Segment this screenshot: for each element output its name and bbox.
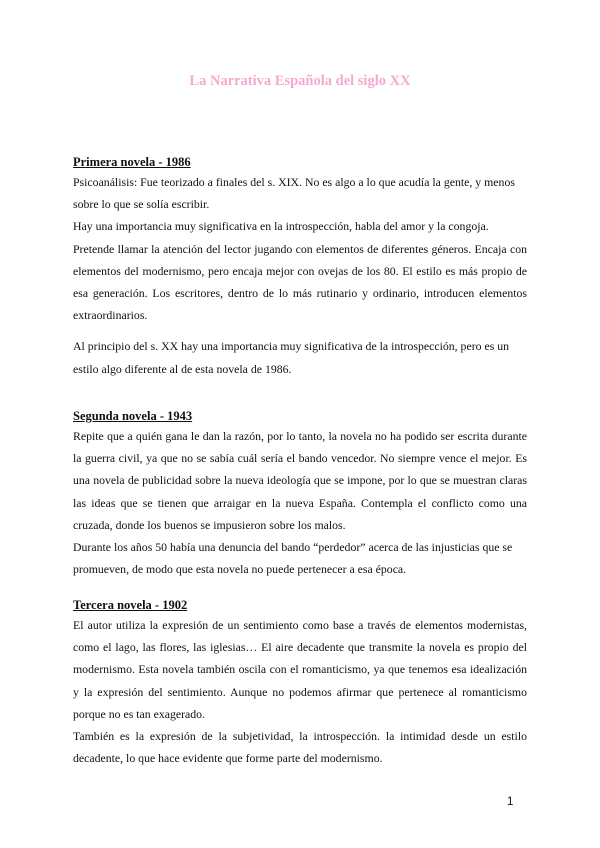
paragraph: El autor utiliza la expresión de un sentimiento como base a través de elementos modernistas, como el lago, las flores, las iglesias… El aire decadente que transmite la novela es propio del modernismo. Esta novela también oscila con el romanticismo, ya que tenemos esa idealización y la expresión del sentimiento. Aunque no podemos afirmar que pertenece al romanticismo porque no es tan exagerado. (73, 618, 527, 721)
section-tercera-novela (73, 596, 527, 769)
page-number: 1 (507, 796, 514, 808)
paragraph: También es la expresión de la subjetividad, la introspección. la intimidad desde un estilo decadente, lo que hace evidente que forme parte del modernismo. (73, 729, 527, 766)
section-heading: Primera novela - 1986 (73, 155, 191, 169)
paragraph: Hay una importancia muy significativa en la introspección, habla del amor y la congoja. (73, 219, 489, 234)
paragraph: Durante los años 50 había una denuncia del bando “perdedor” acerca de las injusticias que se promueven, de modo que esta novela no puede pertenecer a esa época. (73, 540, 513, 577)
paragraph: Al principio del s. XX hay una importancia muy significativa de la introspección, pero es un estilo algo diferente al de esta novela de 1986. (73, 339, 510, 376)
section-primera-novela (73, 153, 527, 380)
paragraph: Pretende llamar la atención del lector jugando con elementos de diferentes géneros. Encaja con elementos del modernismo, pero encaja mejor con ovejas de los 80. El estilo es más propio de esa generación. Los escritores, dentro de lo más rutinario y ordinario, introducen elementos extraordinarios. (73, 241, 527, 323)
document-title: La Narrativa Española del siglo XX (189, 73, 411, 89)
paragraph: Repite que a quién gana le dan la razón, por lo tanto, la novela no ha podido ser escrita durante la guerra civil, ya que no se sabía cuál sería el bando vencedor. No siempre vence el mejor. Es una novela de publicidad sobre la nueva ideología que se impone, por lo que se muestran claras las ideas que se tienen que arraigar en la nueva España. Contempla el conflicto como una cruzada, donde los buenos se impusieron sobre los malos. (73, 429, 527, 532)
section-heading: Tercera novela - 1902 (73, 598, 188, 612)
paragraph: Psicoanálisis: Fue teorizado a finales del s. XIX. No es algo a lo que acudía la gente, y menos sobre lo que se solía escribir. (73, 175, 515, 212)
section-heading: Segunda novela - 1943 (73, 409, 193, 423)
section-segunda-novela (73, 407, 527, 580)
